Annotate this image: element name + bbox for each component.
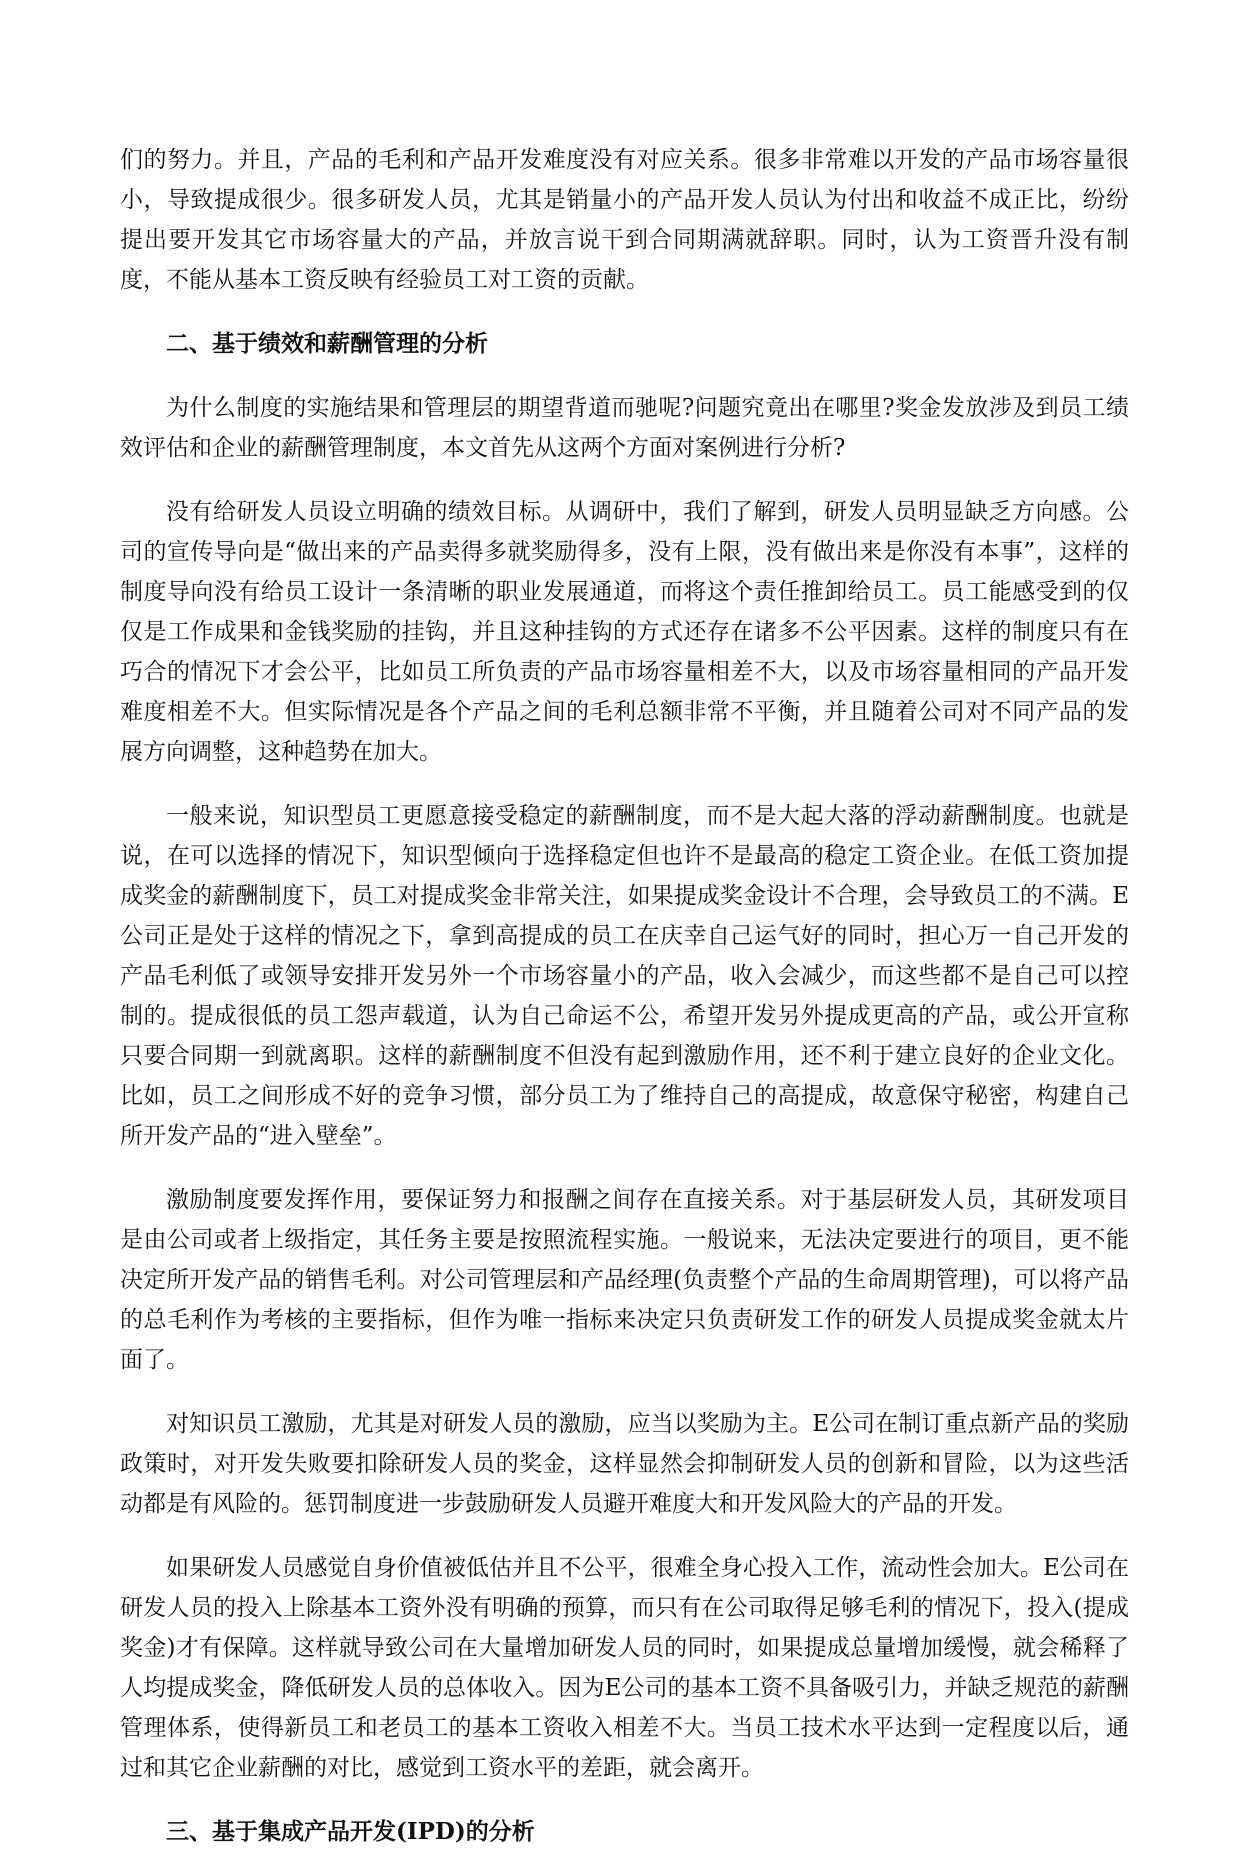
paragraph: 为什么制度的实施结果和管理层的期望背道而驰呢?问题究竟出在哪里?奖金发放涉及到员工绩效评估和企业的薪酬管理制度，本文首先从这两个方面对案例进行分析? xyxy=(120,395,1129,461)
section-heading: 三、基于集成产品开发(IPD)的分析 xyxy=(166,1818,535,1845)
paragraph: 激励制度要发挥作用，要保证努力和报酬之间存在直接关系。对于基层研发人员，其研发项目是由公司或者上级指定，其任务主要是按照流程实施。一般说来，无法决定要进行的项目，更不能决定所开发产品的销售毛利。对公司管理层和产品经理(负责整个产品的生命周期管理)，可以将产品的总毛利作为考核的主要指标，但作为唯一指标来决定只负责研发工作的研发人员提成奖金就太片面了。 xyxy=(120,1187,1129,1373)
paragraph: 没有给研发人员设立明确的绩效目标。从调研中，我们了解到，研发人员明显缺乏方向感。公司的宣传导向是“做出来的产品卖得多就奖励得多，没有上限，没有做出来是你没有本事”，这样的制度导向没有给员工设计一条清晰的职业发展通道，而将这个责任推卸给员工。员工能感受到的仅仅是工作成果和金钱奖励的挂钩，并且这种挂钩的方式还存在诸多不公平因素。这样的制度只有在巧合的情况下才会公平，比如员工所负责的产品市场容量相差不大，以及市场容量相同的产品开发难度相差不大。但实际情况是各个产品之间的毛利总额非常不平衡，并且随着公司对不同产品的发展方向调整，这种趋势在加大。 xyxy=(120,499,1129,765)
paragraph: 如果研发人员感觉自身价值被低估并且不公平，很难全身心投入工作，流动性会加大。E公司在研发人员的投入上除基本工资外没有明确的预算，而只有在公司取得足够毛利的情况下，投入(提成奖金)才有保障。这样就导致公司在大量增加研发人员的同时，如果提成总量增加缓慢，就会稀释了人均提成奖金，降低研发人员的总体收入。因为E公司的基本工资不具备吸引力，并缺乏规范的薪酬管理体系，使得新员工和老员工的基本工资收入相差不大。当员工技术水平达到一定程度以后，通过和其它企业薪酬的对比，感觉到工资水平的差距，就会离开。 xyxy=(120,1555,1129,1781)
paragraph: 一般来说，知识型员工更愿意接受稳定的薪酬制度，而不是大起大落的浮动薪酬制度。也就是说，在可以选择的情况下，知识型倾向于选择稳定但也许不是最高的稳定工资企业。在低工资加提成奖金的薪酬制度下，员工对提成奖金非常关注，如果提成奖金设计不合理，会导致员工的不满。E公司正是处于这样的情况之下，拿到高提成的员工在庆幸自己运气好的同时，担心万一自己开发的产品毛利低了或领导安排开发另外一个市场容量小的产品，收入会减少，而这些都不是自己可以控制的。提成很低的员工怨声载道，认为自己命运不公，希望开发另外提成更高的产品，或公开宣称只要合同期一到就离职。这样的薪酬制度不但没有起到激励作用，还不利于建立良好的企业文化。比如，员工之间形成不好的竞争习惯，部分员工为了维持自己的高提成，故意保守秘密，构建自己所开发产品的“进入壁垒”。 xyxy=(120,803,1129,1149)
paragraph-continued: 们的努力。并且，产品的毛利和产品开发难度没有对应关系。很多非常难以开发的产品市场容量很小，导致提成很少。很多研发人员，尤其是销量小的产品开发人员认为付出和收益不成正比，纷纷提出要开发其它市场容量大的产品，并放言说干到合同期满就辞职。同时，认为工资晋升没有制度，不能从基本工资反映有经验员工对工资的贡献。 xyxy=(120,147,1129,293)
section-heading: 二、基于绩效和薪酬管理的分析 xyxy=(166,330,488,357)
paragraph: 对知识员工激励，尤其是对研发人员的激励，应当以奖励为主。E公司在制订重点新产品的奖励政策时，对开发失败要扣除研发人员的奖金，这样显然会抑制研发人员的创新和冒险，以为这些活动都是有风险的。惩罚制度进一步鼓励研发人员避开难度大和开发风险大的产品的开发。 xyxy=(120,1411,1129,1517)
